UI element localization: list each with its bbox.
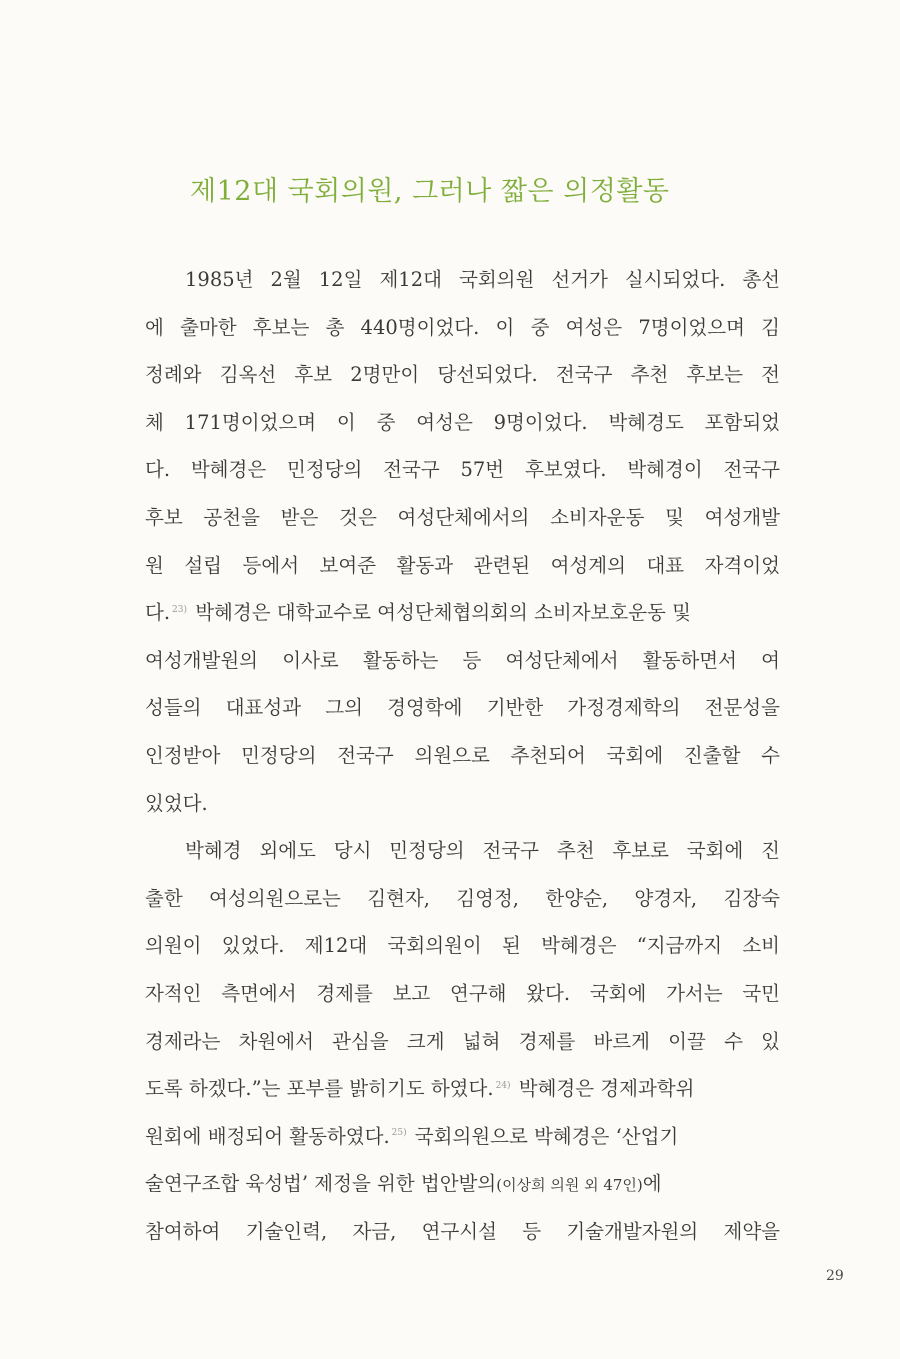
text-line: 경제라는 차원에서 관심을 크게 넓혀 경제를 바르게 이끌 수 있 (145, 1029, 780, 1053)
text-line: 출한 여성의원으로는 김현자, 김영정, 한양순, 양경자, 김장숙 (145, 886, 780, 910)
text-segment: 박혜경은 대학교수로 여성단체협의회의 소비자보호운동 및 (189, 601, 691, 625)
page-number: 29 (826, 1268, 844, 1284)
text-line: 체 171명이었으며 이 중 여성은 9명이었다. 박혜경도 포함되었 (145, 410, 780, 434)
body-text (145, 256, 780, 1255)
text-line: 있었다. (145, 791, 208, 815)
text-segment: 술연구조합 육성법’ 제정을 위한 법안발의 (145, 1172, 497, 1196)
text-line: 여성개발원의 이사로 활동하는 등 여성단체에서 활동하면서 여 (145, 648, 780, 672)
text-line: 에 출마한 후보는 총 440명이었다. 이 중 여성은 7명이었으며 김 (145, 315, 780, 339)
text-line: 1985년 2월 12일 제12대 국회의원 선거가 실시되었다. 총선 (185, 268, 780, 291)
text-line (145, 1113, 780, 1161)
text-line: 인정받아 민정당의 전국구 의원으로 추천되어 국회에 진출할 수 (145, 743, 780, 767)
text-segment: 도록 하겠다.”는 포부를 밝히기도 하였다. (145, 1077, 494, 1101)
text-line: 후보 공천을 받은 것은 여성단체에서의 소비자운동 및 여성개발 (145, 505, 780, 529)
text-segment: 국회의원으로 박혜경은 ‘산업기 (408, 1124, 679, 1148)
text-line (145, 1065, 780, 1113)
text-line: 원 설립 등에서 보여준 활동과 관련된 여성계의 대표 자격이었 (145, 553, 780, 577)
footnote-marker: 24) (495, 1080, 511, 1091)
text-segment: 원회에 배정되어 활동하였다. (145, 1124, 390, 1148)
text-segment: 다. (145, 601, 171, 625)
text-line (145, 589, 780, 637)
text-line: 정례와 김옥선 후보 2명만이 당선되었다. 전국구 추천 후보는 전 (145, 363, 780, 387)
section-title: 제12대 국회의원, 그러나 짧은 의정활동 (190, 176, 670, 207)
text-line: 다. 박혜경은 민정당의 전국구 57번 후보였다. 박혜경이 전국구 (145, 458, 780, 482)
text-line: 박혜경 외에도 당시 민정당의 전국구 추천 후보로 국회에 진 (185, 839, 780, 863)
footnote-marker: 23) (172, 604, 188, 615)
footnote-marker: 25) (391, 1128, 407, 1139)
text-line (145, 1160, 780, 1208)
text-line: 의원이 있었다. 제12대 국회의원이 된 박혜경은 “지금까지 소비 (145, 934, 780, 958)
citation-note: (이상희 의원 외 47인) (496, 1176, 643, 1195)
text-line: 참여하여 기술인력, 자금, 연구시설 등 기술개발자원의 제약을 (145, 1219, 780, 1243)
text-line: 자적인 측면에서 경제를 보고 연구해 왔다. 국회에 가서는 국민 (145, 981, 780, 1005)
text-line: 성들의 대표성과 그의 경영학에 기반한 가정경제학의 전문성을 (145, 696, 780, 720)
text-segment: 에 (642, 1172, 662, 1196)
text-segment: 박혜경은 경제과학위 (512, 1077, 695, 1101)
